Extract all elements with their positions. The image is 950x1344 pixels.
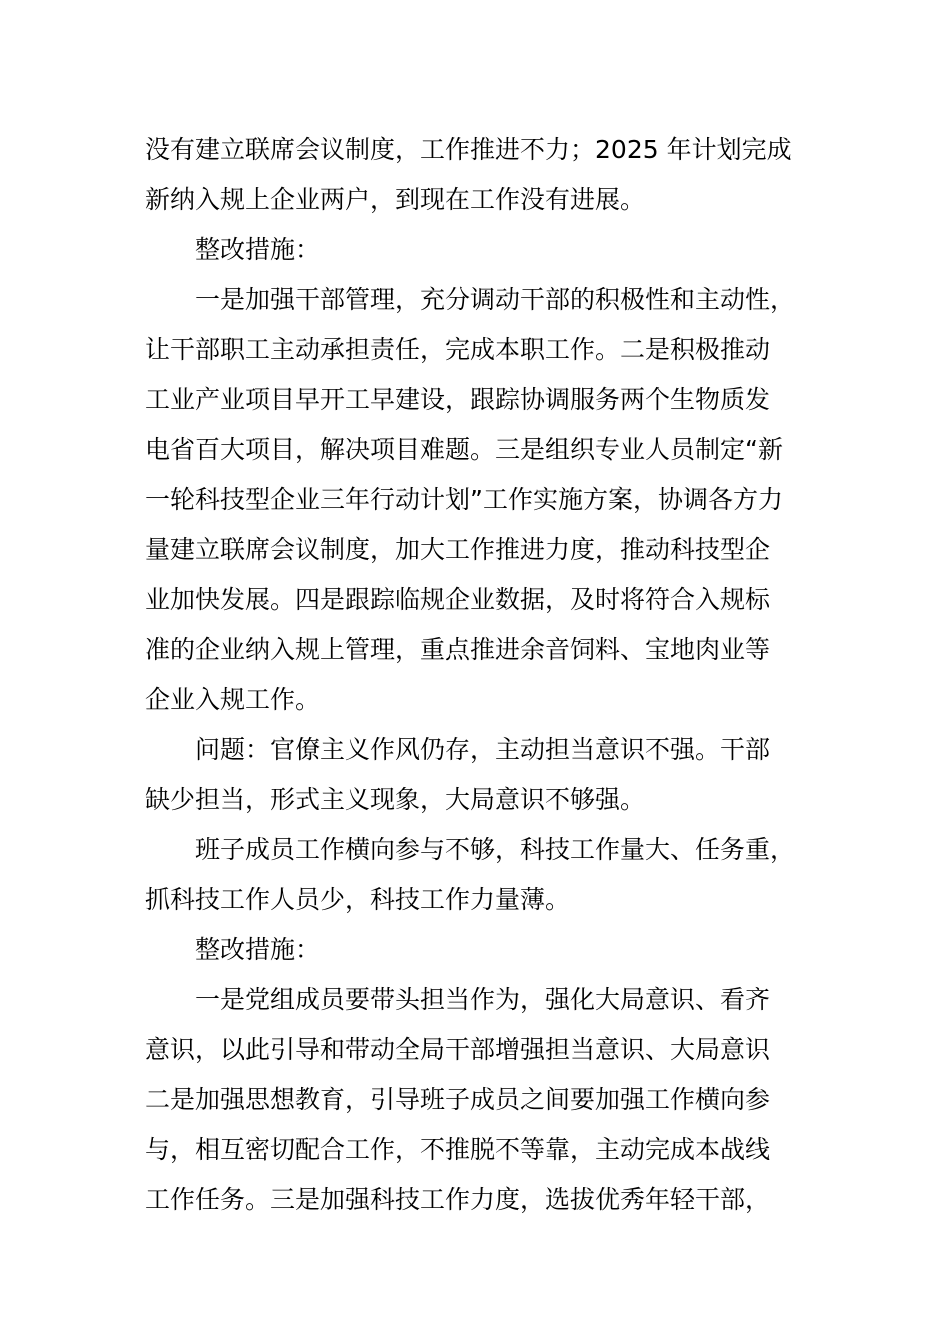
- section-heading: 整改措施：: [195, 235, 321, 264]
- section-heading: 整改措施：: [195, 935, 321, 964]
- text-line: 一是党组成员要带头担当作为，强化大局意识、看齐: [195, 985, 771, 1014]
- text-line: 业加快发展。四是跟踪临规企业数据，及时将符合入规标: [145, 585, 771, 614]
- text-line: 与，相互密切配合工作，不推脱不等靠，主动完成本战线: [145, 1135, 771, 1164]
- text-line: 班子成员工作横向参与不够，科技工作量大、任务重，: [195, 835, 796, 864]
- text-line: 没有建立联席会议制度，工作推进不力；2025 年计划完成: [145, 135, 792, 164]
- text-line: 工作任务。三是加强科技工作力度，选拔优秀年轻干部，: [145, 1185, 771, 1214]
- text-line: 缺少担当，形式主义现象，大局意识不够强。: [145, 785, 646, 814]
- text-line: 一是加强干部管理，充分调动干部的积极性和主动性，: [195, 285, 796, 314]
- text-line: 电省百大项目，解决项目难题。三是组织专业人员制定“新: [145, 435, 783, 464]
- text-line: 让干部职工主动承担责任，完成本职工作。二是积极推动: [145, 335, 771, 364]
- text-line: 工业产业项目早开工早建设，跟踪协调服务两个生物质发: [145, 385, 771, 414]
- text-line: 问题：官僚主义作风仍存，主动担当意识不强。干部: [195, 735, 771, 764]
- text-line: 二是加强思想教育，引导班子成员之间要加强工作横向参: [145, 1085, 771, 1114]
- text-line: 抓科技工作人员少，科技工作力量薄。: [145, 885, 571, 914]
- text-line: 一轮科技型企业三年行动计划”工作实施方案，协调各方力: [145, 485, 783, 514]
- text-line: 新纳入规上企业两户，到现在工作没有进展。: [145, 185, 646, 214]
- text-line: 量建立联席会议制度，加大工作推进力度，推动科技型企: [145, 535, 771, 564]
- text-line: 意识，以此引导和带动全局干部增强担当意识、大局意识: [145, 1035, 771, 1064]
- text-line: 企业入规工作。: [145, 685, 321, 714]
- text-line: 准的企业纳入规上管理，重点推进余音饲料、宝地肉业等: [145, 635, 771, 664]
